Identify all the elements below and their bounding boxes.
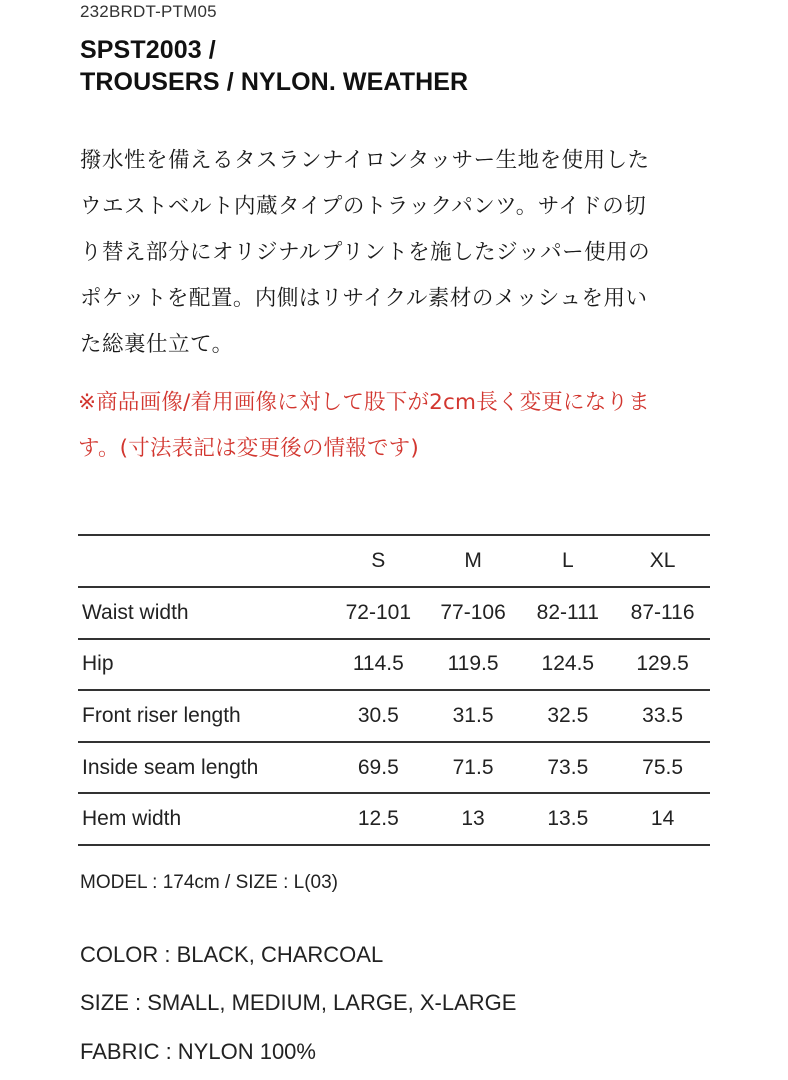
table-cell: 124.5 (541, 652, 595, 676)
product-title-line-1: SPST2003 / (80, 36, 216, 64)
description-line: 撥水性を備えるタスランナイロンタッサー生地を使用した (80, 148, 650, 173)
table-cell: 13 (461, 807, 485, 831)
table-cell: 69.5 (357, 755, 399, 779)
notice-line: す。(寸法表記は変更後の情報です) (78, 436, 419, 461)
size-change-notice (78, 380, 738, 472)
row-label: Waist width (82, 600, 189, 624)
color-spec: COLOR : BLACK, CHARCOAL (80, 942, 384, 967)
table-row (78, 587, 710, 639)
row-label: Front riser length (82, 703, 241, 727)
size-spec: SIZE : SMALL, MEDIUM, LARGE, X-LARGE (80, 990, 517, 1015)
size-column-header: S (371, 549, 386, 572)
size-table-corner (78, 535, 331, 587)
model-info: MODEL : 174cm / SIZE : L(03) (80, 872, 338, 893)
row-label: Hem width (82, 807, 182, 831)
table-cell: 33.5 (642, 703, 684, 727)
description-line: り替え部分にオリジナルプリントを施したジッパー使用の (80, 240, 651, 265)
size-table-header (78, 535, 710, 587)
product-code: 232BRDT-PTM05 (80, 2, 217, 21)
table-cell: 75.5 (642, 755, 684, 779)
table-cell: 119.5 (447, 652, 499, 676)
table-cell: 87-116 (630, 600, 695, 624)
table-cell: 12.5 (357, 807, 399, 831)
table-cell: 13.5 (547, 807, 589, 831)
size-column-header: L (561, 549, 574, 572)
description-line: ウエストベルト内蔵タイプのトラックパンツ。サイドの切 (80, 194, 647, 219)
size-table (78, 534, 710, 846)
fabric-spec: FABRIC : NYLON 100% (80, 1039, 316, 1064)
size-column-header: M (464, 549, 482, 572)
table-cell: 73.5 (547, 755, 589, 779)
size-column-header: XL (649, 549, 676, 572)
notice-line: ※商品画像/着用画像に対して股下が2cm長く変更になりま (78, 390, 650, 415)
product-description (80, 138, 720, 368)
row-label: Inside seam length (82, 755, 259, 779)
description-line: ポケットを配置。内側はリサイクル素材のメッシュを用い (80, 286, 648, 311)
product-title-line-2: TROUSERS / NYLON. WEATHER (80, 68, 469, 96)
table-cell: 30.5 (357, 703, 399, 727)
table-cell: 114.5 (352, 652, 404, 676)
table-row (78, 690, 710, 742)
table-cell: 32.5 (547, 703, 589, 727)
product-title (80, 34, 468, 98)
table-row (78, 639, 710, 691)
table-cell: 77-106 (440, 600, 506, 624)
table-row (78, 742, 710, 794)
table-cell: 129.5 (636, 652, 689, 676)
table-row (78, 793, 710, 845)
table-cell: 71.5 (452, 755, 494, 779)
row-label: Hip (82, 652, 114, 676)
table-cell: 72-101 (345, 600, 411, 624)
table-cell: 82-111 (536, 600, 599, 624)
table-cell: 14 (650, 807, 675, 831)
table-cell: 31.5 (452, 703, 494, 727)
description-line: た総裏仕立て。 (80, 332, 234, 357)
